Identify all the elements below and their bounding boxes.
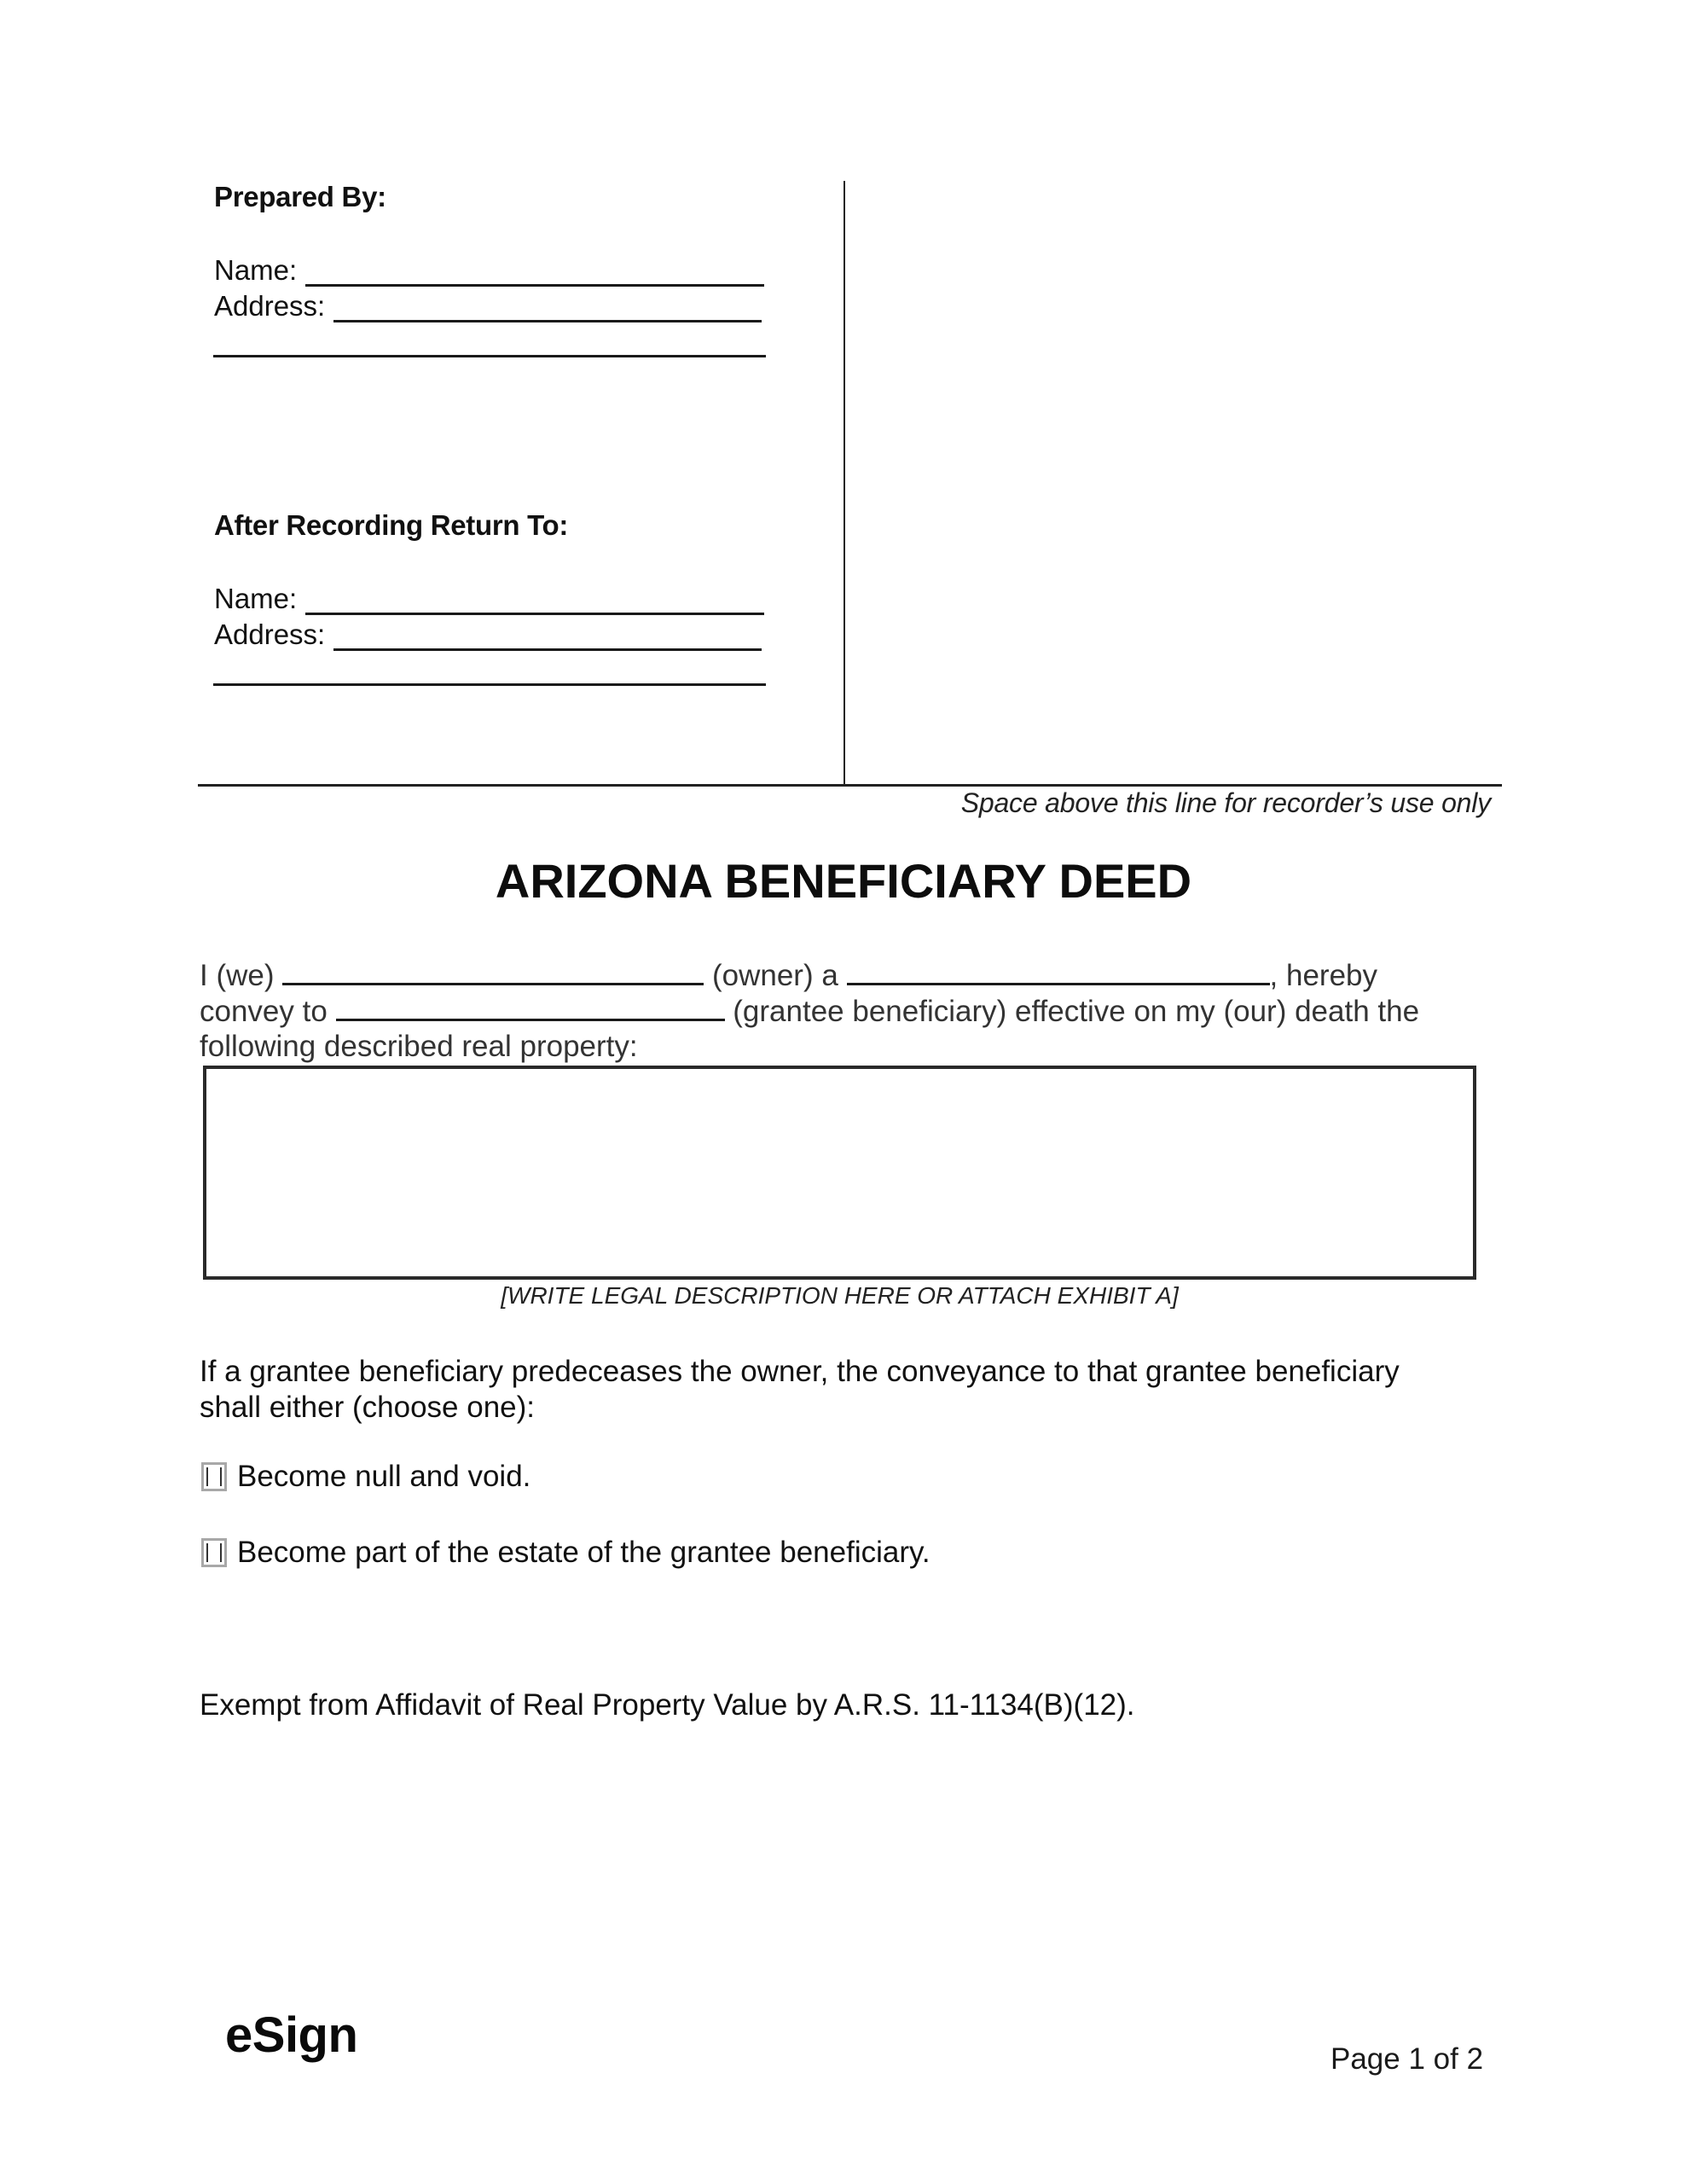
recorder-line [198, 784, 1502, 787]
return-to-name-label: Name: [214, 583, 298, 614]
return-to-address-label: Address: [214, 619, 326, 650]
prepared-by-heading: Prepared By: [214, 181, 386, 212]
prepared-by-address-field[interactable] [333, 294, 762, 322]
return-to-address-row [214, 617, 762, 651]
grantee-beneficiary-field[interactable] [336, 993, 725, 1021]
return-to-heading: After Recording Return To: [214, 509, 569, 541]
conveyance-paragraph [200, 957, 1513, 1064]
conveyance-text-owner-a: (owner) a [711, 959, 838, 992]
owner-type-field[interactable] [847, 957, 1270, 985]
conveyance-line-1 [200, 957, 1513, 993]
conveyance-text-property: following described real property: [200, 1030, 638, 1063]
option-part-of-estate-label: Become part of the estate of the grantee beneficiary. [237, 1536, 930, 1569]
option-null-and-void-label: Become null and void. [237, 1460, 531, 1493]
prepared-by-name-label: Name: [214, 254, 298, 286]
conveyance-line-3 [200, 1029, 1513, 1064]
document-title: ARIZONA BENEFICIARY DEED [495, 854, 1192, 908]
conveyance-text-grantee-effective: (grantee beneficiary) effective on my (our) death the [733, 995, 1420, 1028]
option-part-of-estate-checkbox[interactable] [201, 1538, 227, 1567]
page-number: Page 1 of 2 [1330, 2042, 1484, 2076]
prepared-by-address-line2-field[interactable] [213, 355, 766, 357]
conveyance-text-i-we: I (we) [200, 959, 275, 992]
esign-logo: eSign [225, 2007, 358, 2063]
legal-description-caption: [WRITE LEGAL DESCRIPTION HERE OR ATTACH EXHIBIT A] [501, 1282, 1179, 1309]
option-null-and-void-checkbox[interactable] [201, 1462, 227, 1491]
return-to-name-row [214, 581, 764, 615]
option-null-and-void[interactable] [201, 1460, 530, 1494]
return-to-name-field[interactable] [305, 587, 764, 615]
legal-description-field[interactable] [203, 1066, 1476, 1280]
return-to-address-field[interactable] [333, 623, 762, 651]
predecease-clause: If a grantee beneficiary predeceases the owner, the conveyance to that grantee beneficiary shall either (choose one): [200, 1355, 1400, 1424]
prepared-by-address-label: Address: [214, 290, 326, 322]
recorder-use-note: Space above this line for recorder’s use only [960, 787, 1491, 818]
recorder-area-divider [844, 181, 845, 787]
conveyance-text-convey-to: convey to [200, 995, 328, 1028]
conveyance-line-2 [200, 993, 1513, 1029]
prepared-by-address-row [214, 288, 762, 322]
prepared-by-name-field[interactable] [305, 258, 764, 287]
conveyance-text-hereby: , hereby [1269, 959, 1377, 992]
prepared-by-name-row [214, 253, 764, 287]
return-to-address-line2-field[interactable] [213, 683, 766, 686]
affidavit-exemption-statement: Exempt from Affidavit of Real Property Value by A.R.S. 11-1134(B)(12). [200, 1688, 1135, 1722]
option-part-of-estate[interactable] [201, 1536, 930, 1570]
owner-name-field[interactable] [282, 957, 704, 985]
